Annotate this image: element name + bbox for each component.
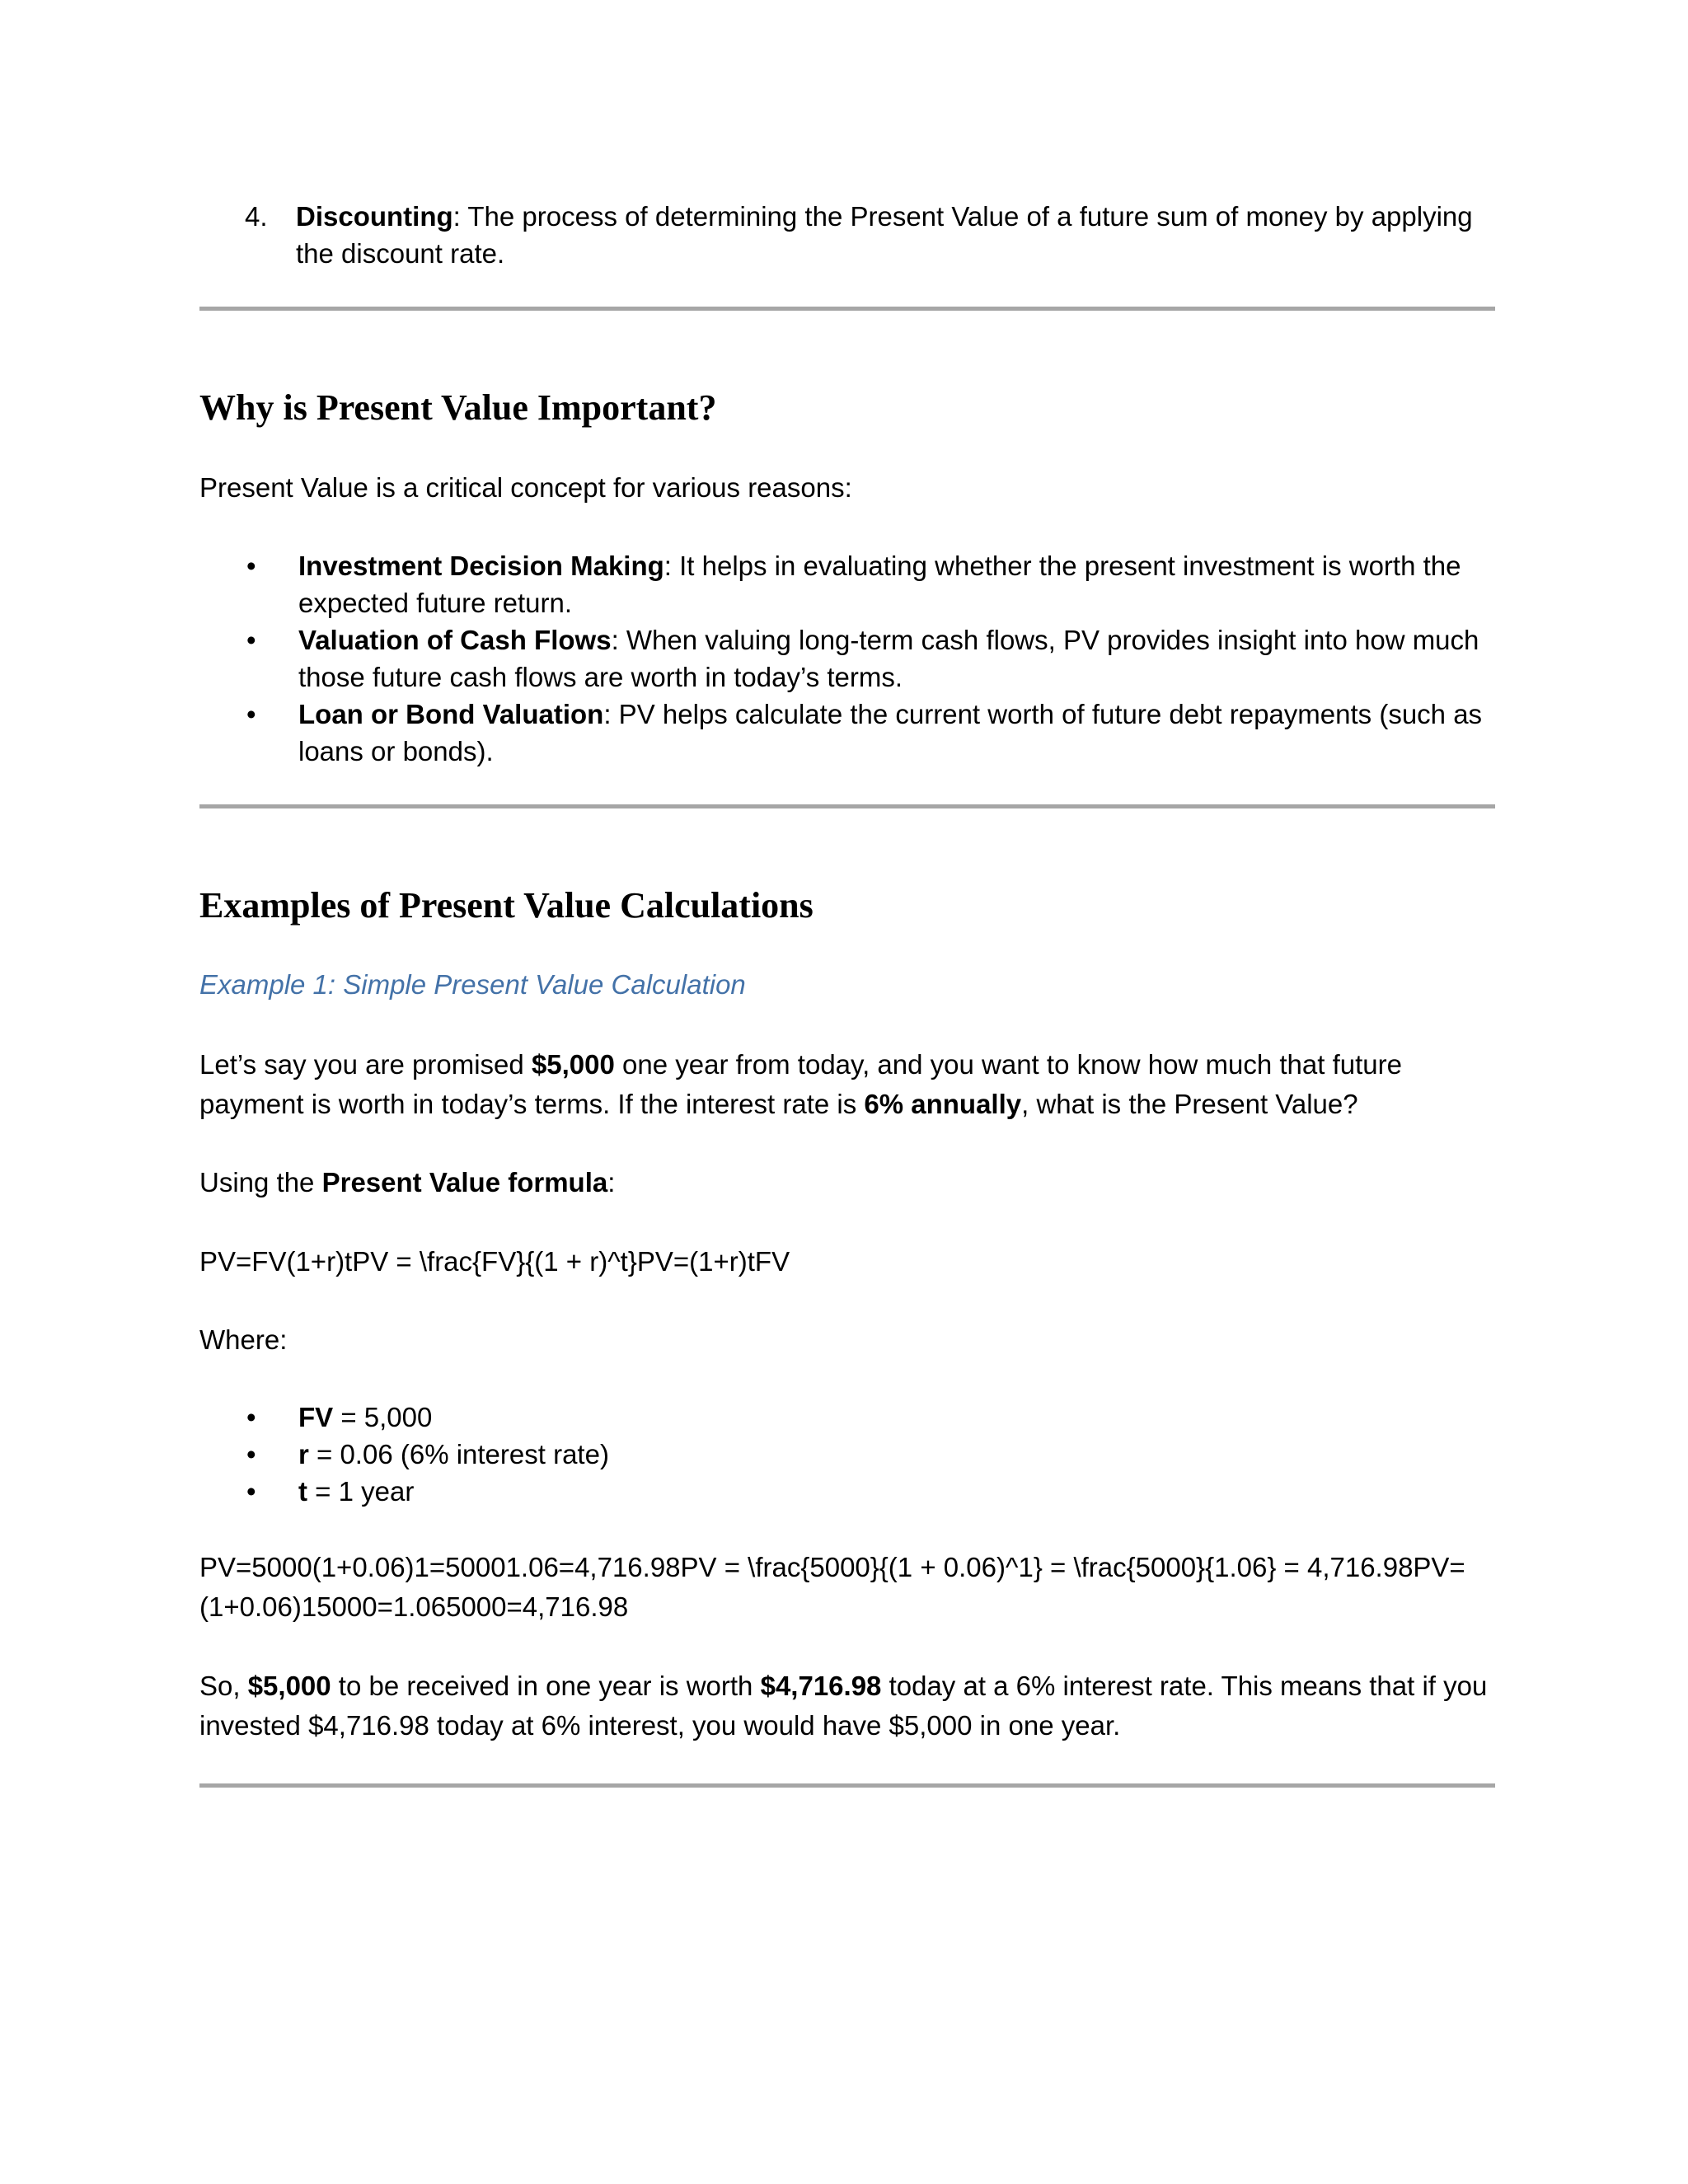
bullet-glyph: • [246, 1439, 256, 1469]
horizontal-divider [199, 307, 1495, 311]
list-item-text [296, 198, 1499, 272]
bullet-glyph: • [246, 1402, 256, 1432]
horizontal-divider [199, 804, 1495, 808]
section-heading-importance: Why is Present Value Important? [199, 387, 717, 428]
variable-value: = 1 year [307, 1476, 415, 1507]
bullet-term: Loan or Bond Valuation [298, 699, 604, 729]
bold-run: $5,000 [531, 1049, 615, 1080]
variable-name: FV [298, 1402, 334, 1432]
bullet-glyph: • [246, 625, 256, 655]
example-caption: Example 1: Simple Present Value Calculation [199, 969, 746, 1000]
bullet-glyph: • [246, 699, 256, 729]
bold-run: Present Value formula [321, 1167, 608, 1197]
variable-name: r [298, 1439, 309, 1469]
pv-formula: PV=FV(1+r)tPV = \frac{FV}{(1 + r)^t}PV=(1+r)tFV [199, 1246, 790, 1277]
text-run: today at a 6% interest rate. This means that if you invested $4,716.98 today at 6% interest, you would have $5,000 in one year. [199, 1671, 1488, 1741]
formula-intro [199, 1164, 1495, 1201]
bullet-text: : PV helps calculate the current worth of future debt repayments (such as loans or bonds). [298, 699, 1483, 766]
list-item [199, 696, 1495, 770]
bold-run: $4,716.98 [760, 1671, 882, 1701]
list-item [199, 621, 1495, 696]
bullet-term: Valuation of Cash Flows [298, 625, 612, 655]
list-item [199, 1436, 1495, 1473]
text-run: , what is the Present Value? [1021, 1089, 1358, 1119]
list-item [199, 1473, 1495, 1510]
text-run: Let’s say you are promised [199, 1049, 532, 1080]
text-run: one year from today, and you want to know how much that future payment is worth in today’s terms. If the interest rate is [199, 1049, 1402, 1119]
variables-list [199, 1399, 1495, 1510]
bullet-text: : When valuing long-term cash flows, PV provides insight into how much those future cash flows are worth in today’s terms. [298, 625, 1479, 692]
variable-value: = 0.06 (6% interest rate) [308, 1439, 609, 1469]
bold-run: 6% annually [864, 1089, 1022, 1119]
variable-name: t [298, 1476, 307, 1507]
importance-bullet-list [199, 547, 1495, 770]
bullet-glyph: • [246, 1476, 256, 1507]
bold-run: $5,000 [247, 1671, 331, 1701]
bullet-text: : It helps in evaluating whether the present investment is worth the expected future return. [298, 551, 1461, 618]
where-label: Where: [199, 1324, 288, 1355]
list-item [199, 1399, 1495, 1436]
text-run: : [607, 1167, 616, 1197]
example-conclusion [199, 1666, 1495, 1746]
importance-intro: Present Value is a critical concept for various reasons: [199, 472, 852, 503]
text-run: Using the [199, 1167, 322, 1197]
variable-value: = 5,000 [333, 1402, 433, 1432]
bullet-term: Investment Decision Making [298, 551, 664, 581]
example-scenario [199, 1045, 1495, 1124]
pv-calculation: PV=5000(1+0.06)1=50001.06=4,716.98PV = \frac{5000}{(1 + 0.06)^1} = \frac{5000}{1.06} = 4,716.98PV=(1+0.06)15000=1.065000=4,716.98 [199, 1552, 1465, 1622]
term-definition: : The process of determining the Present Value of a future sum of money by applying the discount rate. [296, 201, 1473, 269]
term-discounting: Discounting [296, 201, 453, 232]
list-item [199, 547, 1495, 621]
section-heading-examples: Examples of Present Value Calculations [199, 885, 814, 926]
list-number: 4. [245, 201, 268, 232]
text-run: So, [199, 1671, 248, 1701]
text-run: to be received in one year is worth [331, 1671, 761, 1701]
horizontal-divider [199, 1783, 1495, 1788]
bullet-glyph: • [246, 551, 256, 581]
